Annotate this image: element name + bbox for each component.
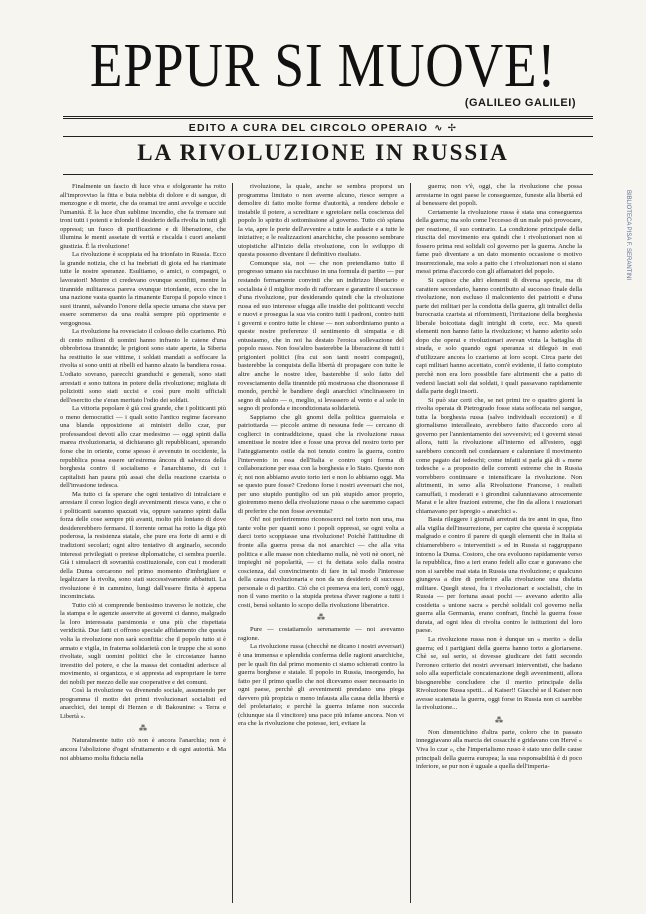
paragraph: rivoluzione, la quale, anche se sembra proporsi un programma limitato o non averne alcuno, riesce sempre a demolire di fatto molte forme d'autorità, a rendere debole e instabile il potere, a screditare e sgretolare nella coscienza del popolo lo spirito di sottomissione al governo. Tutto ciò spiana la via, apre le porte dell'avvenire a tutte le audacie e a tutte le iniziative; e le realizzazioni anarchiche, che possono sembrare utopistiche all'inizio della rivoluzione, con lo sviluppo di questa possono diventare il definitivo risultato. bbox=[238, 183, 404, 259]
paragraph: Sappiamo che gli gnomi della politica guerraiola e patriottarda — piccole anime di nessuna fede — cercano di coglierci in contraddizione, quasi che la rivoluzione russa smentisse le nostre idee e fosse una prova del nostro torto per l'atteggiamento ostile da noi tenuto contro la guerra, contro l'intervento in essa dell'Italia e contro ogni forma di collaborazione per essa con la borghesia e lo Stato. Questo non è; noi non abbiamo avuto torto ieri e non lo abbiamo oggi. Ma se questo pure fosse? Credono forse i nostri avversari che noi, per uno stupido puntiglio od un più stupido amor proprio, gioiremmo meno della rivoluzione russa o che saremmo capaci di preferire che non fosse avvenuta? bbox=[238, 413, 404, 515]
library-stamp: BIBLIOTECA PISA F. SERANTINI bbox=[625, 190, 631, 281]
section-separator: ⁂ bbox=[139, 724, 147, 734]
paragraph: Tutto ciò si comprende benissimo traverso le notizie, che la stampa e le agenzie asservite ai governi ci danno, malgrado la loro interessata parsimonia e una più che rispettata veridicità. Due fatti ci offrono speciale affidamento che questa volta la rivoluzione non sarà sconfitta: che il popolo tutto si è armato e vigila, in fraterna solidarietà con le truppe che si sono rivoltate, sugli uomini politici che le circostanze hanno investito del potere, e che la massa dei contadini aderisce al movimento, si organizza, e si appresta ad espropriare le terre dei nobili per mezzo delle sue cooperative e dei comuni. bbox=[60, 601, 226, 686]
paragraph: Comunque sia, noi — che non pretendiamo tutto il progresso umano sia racchiuso in una formula di partito — pur restando fermamente convinti che un indirizzo libertario e socialista è il miglior modo di rafforzare e garantire il successo d'una rivoluzione, pur desiderando quindi che la rivoluzione russa ed suo interesse sfugga alle insidie dei politicanti vecchi e nuovi e prosegua la sua via contro tutti i padroni, contro tutti i governi e contro tutte le chiese — non subordiniamo punto a queste nostre preferenze il sentimento di simpatia e di entusiasmo, che in noi ha destato l'eroica sollevazione del popolo russo. Non foss'altro basterebbe la liberazione di tutti i prigionieri politici (fra cui son tanti nostri compagni), basterebbe la conquista della libertà di propagare con tutte le altre anche le nostre idee, basterebbe il solo fatto del rovesciamento della tirannide più mostruosa che disonorasse il mondo, perchè le bandiere degli anarchici s'inclinassero in segno di saluto — o, meglio, si levassero al vento e al sole in segno di profonda e incondizionata solidarietà. bbox=[238, 259, 404, 413]
section-separator: ⁂ bbox=[317, 613, 325, 623]
editor-ornament: ∿ ✢ bbox=[434, 123, 458, 134]
paragraph: Finalmente un fascio di luce viva e sfolgorante ha rotto all'improvviso la fitta e buia nebbia di dolore e di sangue, di menzogne e di morte, che da oramai tre anni avvolge e uccide l'umanità. È la luce d'un sublime incendio, che fa tremare sui troni tutti i potenti e infonde il desiderio della rivolta in tutti gli oppressi; un fuoco di purificazione e di liberazione, che illumina le menti assetate di verità e riscalda i cuori anelanti giustizia. È la rivoluzione! bbox=[60, 183, 226, 250]
paragraph: Oh! noi preferiremmo riconoscerci nel torto non una, ma tante volte per quanti sono i popoli oppressi, se ogni volta a darci torto scoppiasse una rivoluzione! Poichè l'attitudine di fronte alla guerra presa da noi anarchici — che alla vita politica e alle masse non chiediamo nulla, nè voti nè onori, nè impieghi nè popolarità, — ci fu dettata solo dalla nostra coscienza, dal convincimento di fare in tal modo l'interesse della causa rivoluzionaria e non da un desiderio di successo personale o di partito. Ciò che ci premeva era ieri, com'è oggi, non il vano merito o la stupida pretesa d'aver ragione a tutti i costi, bensì soltanto lo scopo della rivoluzione liberatrice. bbox=[238, 516, 404, 609]
column-rule bbox=[232, 183, 233, 903]
paragraph: Naturalmente tutto ciò non è ancora l'anarchia; non è ancora l'abolizione d'ogni sfruttamento e di ogni autorità. Ma noi abbiamo molta fiducia nella bbox=[60, 737, 226, 762]
paragraph: Pure — costatiamolo serenamente — noi avevamo ragione. bbox=[238, 626, 404, 642]
section-separator: ⁂ bbox=[495, 715, 503, 725]
column-2 bbox=[238, 183, 404, 903]
paragraph: La vittoria popolare è già così grande, che i politicanti più o meno democratici — i quali sotto l'antico regime facevano una blanda opposizione ai ministri dello czar, pur professandosi devoti allo czar medesimo — oggi spinti dalla marea rivoluzionaria, si dichiarano gli repubblicani, sperando forse che in oriente, come spesso è avvenuto in occidente, la repubblica possa essere un'estrema âncora di salvezza della borghesia contro il socialismo e l'anarchismo, di cui i capitalisti han paura più assai che della reazione czarista o dell'invasione tedesca. bbox=[60, 405, 226, 490]
paragraph: Si può star certi che, se nei primi tre o quattro giorni la rivolta operaia di Pietrogrado fosse stata soffocata nel sangue, tutta la borghesia russa (salvo individuali eccezioni) e il giornalismo interalleato, avrebbero fatto d'accordo coro al governo per l'annientamento dei sovversivi; ed i governi stessi allora, tutti la rivoluzione all'interno ed all'estero, oggi sarebbero concordi nel condannare e calunniare il movimento come pagato dai tedeschi; come infatti si parla già di « mene tedesche » a proposito delle correnti estreme che in Russia vorrebbero continuare e intensificare la rivoluzione. Non altrimenti, in seno alla Rivoluzione Francese, i realisti camuffati, i moderati e i girondini calunniavano atrocemente Marat e le altre frazioni estreme, che fin da allora i reazionari chiamavano per ispregio « anarchici ». bbox=[416, 396, 582, 515]
column-1 bbox=[60, 183, 226, 903]
editor-line bbox=[0, 122, 646, 134]
top-rule bbox=[63, 116, 593, 117]
editor-text: EDITO A CURA DEL CIRCOLO OPERAIO bbox=[188, 122, 429, 134]
paragraph: Non dimentichino d'altra parte, coloro che in passato inneggiavano alla marcia dei cosacchi e gridavano con Hervé « Viva lo czar », che l'imperialismo russo è stato uno delle cause principali della guerra europea; la sua responsabilità è di poco inferiore, se pur non è uguale a quella dell'imperia- bbox=[416, 728, 582, 771]
paragraph: Così la rivoluzione va divenendo sociale, assumendo per programma il motto dei primi rivoluzionari socialisti ed anarchici, dei tempi di Herzen e di Bakounine: « Terra e Libertà ». bbox=[60, 687, 226, 720]
top-rule-thin bbox=[63, 118, 593, 119]
masthead-subtitle: (GALILEO GALILEI) bbox=[464, 97, 576, 109]
paragraph: Si capisce che altri elementi di diversa specie, ma di carattere secondario, hanno contribuito al successo finale della rivoluzione, non escluso il malcontento dei patriotti e d'una parte dei militari per la condotta della guerra, gli intrallci della burocrazia czarista ai rifornimenti, l'irritazione della borghesia liberale boicottata dagli intrighi di corte, ecc. Ma questi elementi non hanno fatto la rivoluzione; vi hanno aderito solo dopo che operai e rivoluzionari avevan vinta la battaglia di strada, e solo quando ogni speranza si dileguò in essi d'utilizzare ancora lo czarismo ai loro scopi. Circa parte dei capi militari hanno accettato, com'è evidente, il fatto compiuto perchè non era loro possibile fare altrimenti che a patto di vedersi lasciati soli dai soldati, i quali passavano rapidamente dalla parte degli insorti. bbox=[416, 277, 582, 396]
paragraph: Basta rileggere i giornali arretrati da tre anni in qua, fino alla vigilia dell'insurrezione, per capire che questa è scoppiata malgrado e contro il parere di quegli elementi che in Italia si chiamerebbero « interventisti » ed in Russia si raggruppano intorno la Duma. Costoro, che ora evoluono rapidamente verso la repubblica, fino a ieri erano fedeli allo czar e guravano che non si sarebbe mai stata in Russia una rivoluzione; e qualcuno giungeva a dire di preferire alla rivoluzione una disfatta militare. Quegli stessi, fra i rivoluzionari e socialisti, che in Russia — per fortuna assai pochi — avevano aderito alla cosidetta « unione sacra » perchè solidali col governo nella guerra alla Germania, erano confrari, finchè la guerra fosse durata, ad ogni idea di rivolta contro le istituzioni del loro paese. bbox=[416, 516, 582, 635]
paragraph: La rivoluzione russa non è dunque un « merito » della guerra; ed i partigiani della guerra hanno torto a gloriarsene. Chè se, sul serio, si dovesse giudicare dei fatti secondo l'erroneo criterio dei nostri avversari interventisti, che badano solo alla superficiale concatenazione degli avvenimenti, allora bisognerebbe concludere che il merito principale della Rivoluzione Russa spetti... al Kaiser!! Giacchè se il Kaiser non avesse scatenata la guerra, oggi forse in Russia non ci sarebbe la rivoluzione... bbox=[416, 635, 582, 712]
headline: LA RIVOLUZIONE IN RUSSIA bbox=[137, 140, 509, 165]
column-rule bbox=[410, 183, 411, 903]
mid-rule bbox=[63, 136, 593, 137]
headline-rule bbox=[63, 174, 593, 175]
paragraph: La rivoluzione è scoppiata ed ha trionfato in Russia. Ecco la grande notizia, che ci ha inebriati di gioia ed ha rianimate tutte le nostre speranze. Esultiamo, o amici, o compagni, o lavoratori! Mentre ci credevano ovunque sconfitti, mentre la tirannide militaresca pareva ovunque trionfante, ecco che in una nazione vasta quanto la rimanente Europa il popolo vince i suoi tiranni, salvando l'onore della specie umana che stava per essere sommerso da una realtà sempre più opprimente e vergognosa. bbox=[60, 251, 226, 327]
masthead-title: EPPUR SI MUOVE! bbox=[89, 32, 557, 100]
paragraph: Certamente la rivoluzione russa è stata una conseguenza della guerra; ma solo come l'eccesso di un male può provocare, per reazione, il suo contrario. La condizione principale della riuscita del movimento era quindi che i rivoluzionari non si fossero prima resi solidali col governo per la guerra. Anche la fame può diventare a un dato momento occasione o motivo insurrezionale, ma solo a patto che i rivoluzionari non si siano messi prima d'accordo con gli affamatori del popolo. bbox=[416, 208, 582, 276]
paragraph: La rivoluzione russa (checchè ne dicano i nostri avversari) è una immensa e splendida conferma delle ragioni anarchiche, per le quali fin dal primo momento ci siamo schierati contro la guerra borghese e statale. Il popolo in Russia, insorgendo, ha fatto per il primo quello che noi dicevamo esser necessario in ogni paese, perchè gli avvenimenti prendano una piega davvero più propizia o meno infausta alla causa della libertà e del proletariato; e perchè la guerra infame non succeda (chiunque sia il vincitore) una pace più infame ancora. Non vi era che la rivoluzione che potesse, ieri, evitare la bbox=[238, 643, 404, 728]
paragraph: guerra; non v'è, oggi, che la rivoluzione che possa arrestarne in ogni paese le conseguenze, funeste alla libertà ed al benessere dei popoli. bbox=[416, 183, 582, 208]
paragraph: La rivoluzione ha rovesciato il colosso dello czarismo. Più di cento milioni di uomini hanno infranto le catene d'una obbrobriosa tirannide; le prigioni sono state aperte, la Siberia ha restituito le sue vittime, i soldati mandati a soffocare la rivolta si sono uniti ai ribelli ed hanno alzato la bandiera rossa. L'odiato sovrano, parecchi granduchi e generali, sono stati arrestati e sono tuttora in potere della rivoluzione; migliaia di poliziotti sono stati uccisi e così pure molti ufficiali dell'esercito che s'eran meritato l'odio dei soldati. bbox=[60, 328, 226, 404]
column-3 bbox=[416, 183, 582, 903]
paragraph: Ma tutto ci fa sperare che ogni tentativo di intralciare e arrestare il corso logico degli avvenimenti riesca vano, e che o i politicanti saranno spazzati via, oppure saranno spinti dalla forza delle cose sempre più avanti, molto più lontano di dove desidererebbero fermarsi. Il torrente ormai ha rotto la diga più poderosa, la resistenza statale, che pure era forte di armi e di tradizioni secolari; ogni altro tentativo di arginarlo, secondo interessi privilegiati o pretese diplomatiche, ci sembra puerile. Già i simulacri di sovranità costituzionale, con cui i moderati della Duma cercarono nel primo momento d'imbrigliare e legalizzare la rivolta, sono stati successivamente abbattuti. La rivoluzione è in cammino, lungi dall'essere finita è appena incominciata. bbox=[60, 490, 226, 601]
